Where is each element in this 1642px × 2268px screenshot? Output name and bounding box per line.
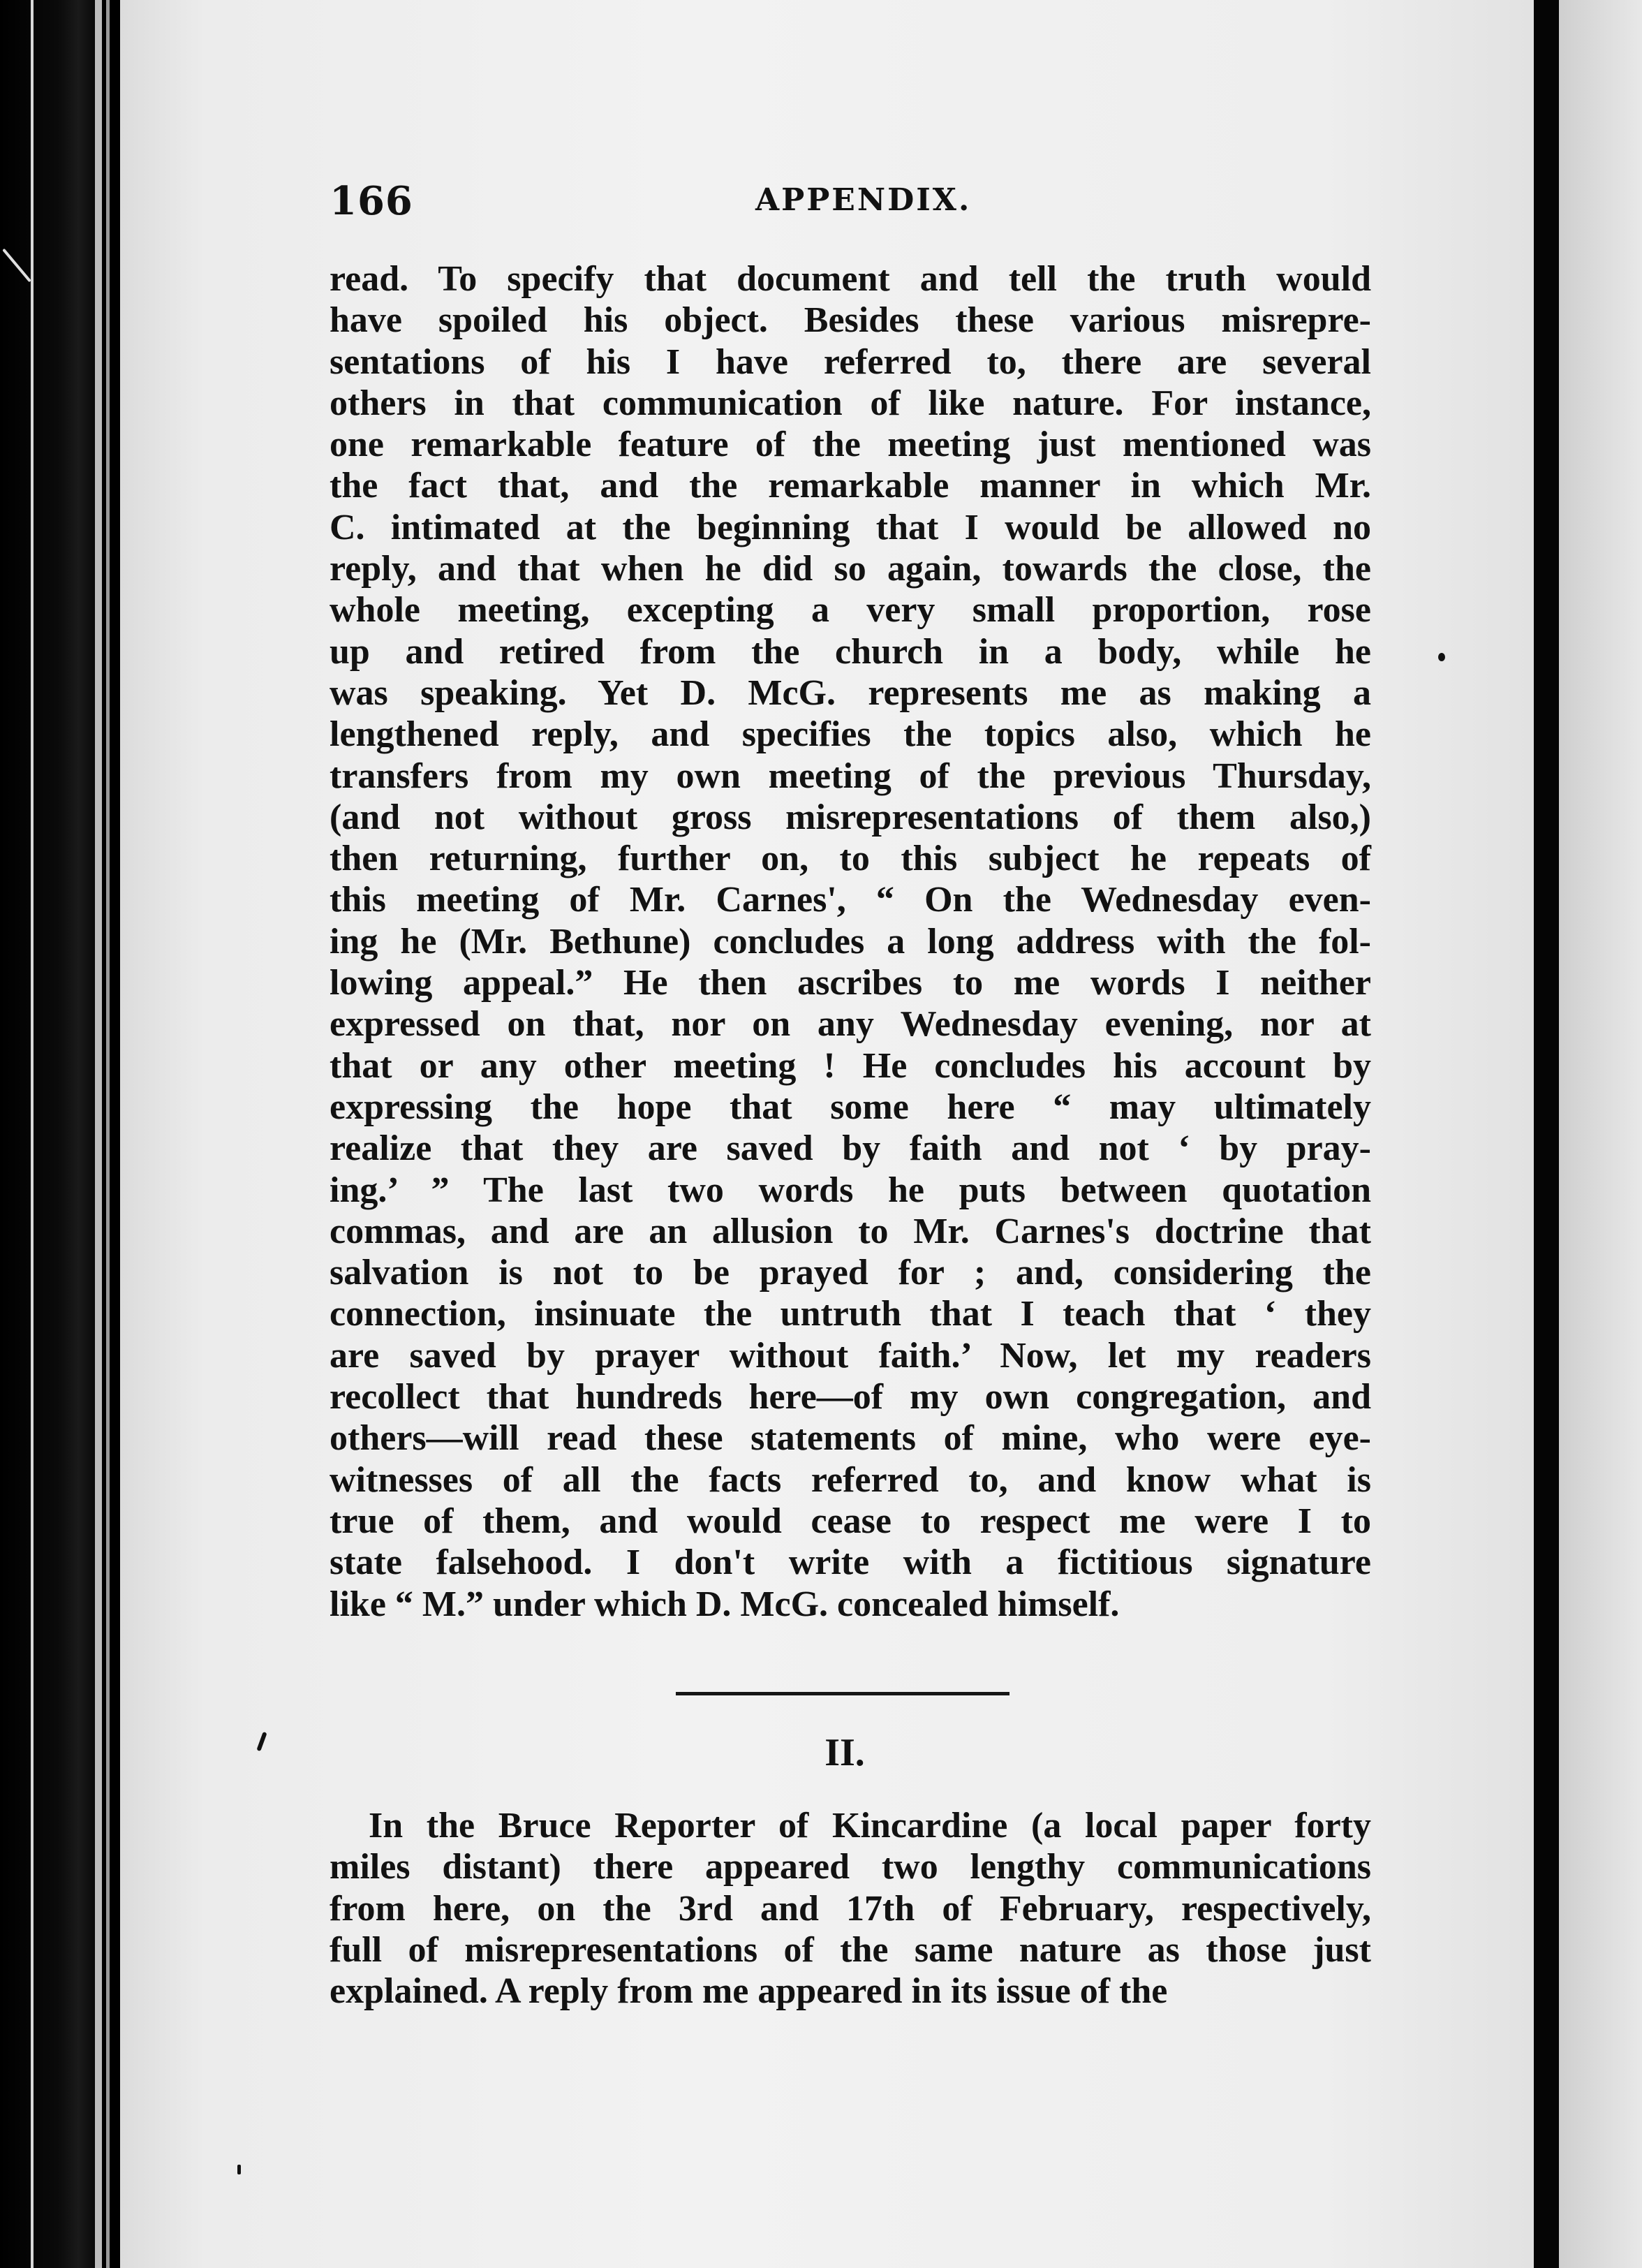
text-line: transfers from my own meeting of the previous Thursday, bbox=[330, 756, 1371, 796]
paragraph-section-ii bbox=[330, 1805, 1371, 2012]
section-number: II. bbox=[824, 1731, 865, 1774]
ink-speck bbox=[1438, 653, 1445, 661]
text-line: up and retired from the church in a body, while he bbox=[330, 631, 1371, 672]
text-line: realize that they are saved by faith and not ‘ by pray- bbox=[330, 1128, 1371, 1169]
text-line: ing he (Mr. Bethune) concludes a long address with the fol- bbox=[330, 921, 1371, 962]
text-line: was speaking. Yet D. McG. represents me as making a bbox=[330, 672, 1371, 713]
binding-line bbox=[95, 0, 102, 2268]
running-head bbox=[330, 178, 1377, 234]
running-title: APPENDIX. bbox=[755, 182, 972, 218]
text-line: C. intimated at the beginning that I would be allowed no bbox=[330, 507, 1371, 547]
text-line: state falsehood. I don't write with a fictitious signature bbox=[330, 1542, 1371, 1583]
paragraph-continued bbox=[330, 258, 1371, 1625]
text-line: ing.’ ” The last two words he puts between quotation bbox=[330, 1170, 1371, 1210]
text-line: true of them, and would cease to respect me were I to bbox=[330, 1501, 1371, 1541]
text-line: sentations of his I have referred to, there are several bbox=[330, 341, 1371, 382]
text-line: lengthened reply, and specifies the topics also, which he bbox=[330, 714, 1371, 755]
ink-speck bbox=[237, 2165, 241, 2174]
text-line: (and not without gross misrepresentations of them also,) bbox=[330, 797, 1371, 837]
binding-line bbox=[106, 0, 110, 2268]
text-line: salvation is not to be prayed for ; and, considering the bbox=[330, 1253, 1371, 1293]
text-line: lowing appeal.” He then ascribes to me words I neither bbox=[330, 963, 1371, 1003]
adjacent-page-strip bbox=[1559, 0, 1642, 2268]
scan-left-edge bbox=[0, 0, 105, 2268]
text-line: expressing the hope that some here “ may ultimately bbox=[330, 1087, 1371, 1127]
text-line: reply, and that when he did so again, towards the close, the bbox=[330, 549, 1371, 589]
section-divider-rule bbox=[676, 1692, 1009, 1695]
text-line: whole meeting, excepting a very small proportion, rose bbox=[330, 590, 1371, 631]
text-line: one remarkable feature of the meeting just mentioned was bbox=[330, 425, 1371, 465]
text-line: read. To specify that document and tell the truth would bbox=[330, 259, 1371, 299]
text-line: the fact that, and the remarkable manner in which Mr. bbox=[330, 466, 1371, 506]
text-line: expressed on that, nor on any Wednesday evening, nor at bbox=[330, 1004, 1371, 1045]
text-line: from here, on the 3rd and 17th of February, respectively, bbox=[330, 1888, 1371, 1929]
text-line: that or any other meeting ! He concludes his account by bbox=[330, 1045, 1371, 1086]
text-line: miles distant) there appeared two lengthy communications bbox=[330, 1847, 1371, 1887]
text-line: connection, insinuate the untruth that I teach that ‘ they bbox=[330, 1294, 1371, 1334]
text-line: witnesses of all the facts referred to, and know what is bbox=[330, 1459, 1371, 1500]
text-line: explained. A reply from me appeared in its issue of the bbox=[330, 1971, 1168, 2012]
page-number: 166 bbox=[330, 178, 413, 224]
text-line: others—will read these statements of mine, who were eye- bbox=[330, 1418, 1371, 1459]
binding-line bbox=[31, 0, 34, 2268]
text-line: then returning, further on, to this subject he repeats of bbox=[330, 839, 1371, 879]
text-line: In the Bruce Reporter of Kincardine (a local paper forty bbox=[369, 1806, 1371, 1846]
text-line: recollect that hundreds here—of my own congregation, and bbox=[330, 1377, 1371, 1418]
text-line: commas, and are an allusion to Mr. Carnes's doctrine that bbox=[330, 1211, 1371, 1251]
text-line: this meeting of Mr. Carnes', “ On the Wednesday even- bbox=[330, 880, 1371, 920]
text-line: full of misrepresentations of the same nature as those just bbox=[330, 1929, 1371, 1970]
text-line: others in that communication of like nature. For instance, bbox=[330, 383, 1371, 423]
text-line: have spoiled his object. Besides these various misrepre- bbox=[330, 300, 1371, 341]
scan-right-edge bbox=[1534, 0, 1559, 2268]
text-line: are saved by prayer without faith.’ Now, let my readers bbox=[330, 1335, 1371, 1376]
text-line: like “ M.” under which D. McG. concealed himself. bbox=[330, 1584, 1120, 1624]
